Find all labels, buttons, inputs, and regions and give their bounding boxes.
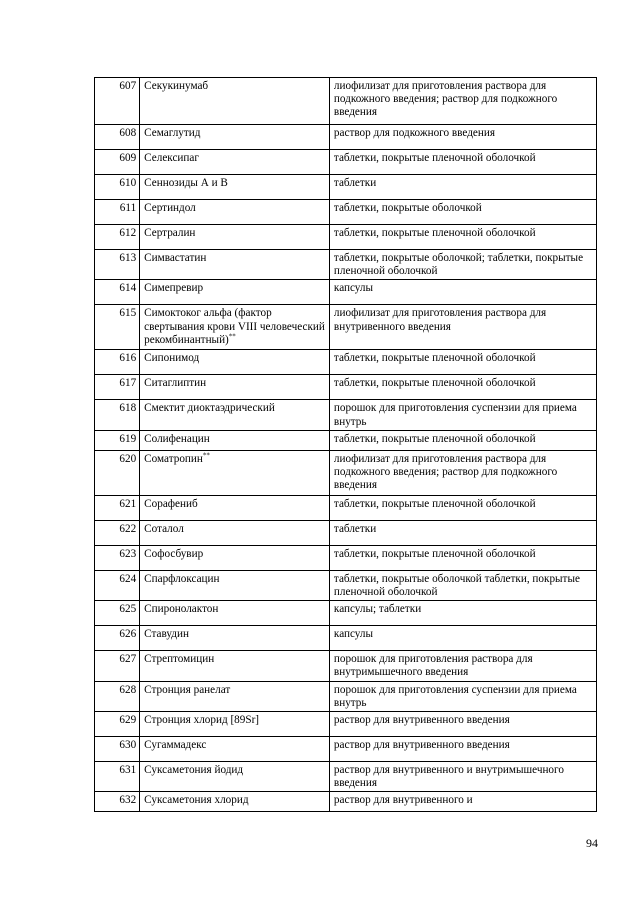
dosage-form: порошок для приготовления суспензии для приема внутрь	[329, 681, 596, 711]
dosage-form: раствор для внутривенного введения	[329, 712, 596, 737]
row-number: 620	[95, 450, 140, 495]
drug-name-cell	[140, 430, 330, 450]
row-number: 632	[95, 792, 140, 812]
table-row	[95, 400, 597, 430]
table-row	[95, 737, 597, 762]
dosage-form: капсулы	[329, 280, 596, 305]
dosage-form: капсулы; таблетки	[329, 601, 596, 626]
row-number: 625	[95, 601, 140, 626]
dosage-form: таблетки, покрытые пленочной оболочкой	[329, 150, 596, 175]
table-row	[95, 762, 597, 792]
row-number: 630	[95, 737, 140, 762]
drug-name-cell	[140, 601, 330, 626]
drug-name-cell	[140, 175, 330, 200]
drug-name: Смектит диоктаэдрический	[144, 402, 275, 415]
row-number: 626	[95, 626, 140, 651]
dosage-form: лиофилизат для приготовления раствора для подкожного введения; раствор для подкожного введения	[329, 450, 596, 495]
drug-name: Стронция ранелат	[144, 683, 231, 696]
drug-name-cell	[140, 737, 330, 762]
drug-name: Сертиндол	[144, 202, 196, 214]
table-row	[95, 626, 597, 651]
row-number: 613	[95, 250, 140, 280]
row-number: 616	[95, 350, 140, 375]
drug-name-cell	[140, 681, 330, 711]
row-number: 628	[95, 681, 140, 711]
dosage-form: раствор для внутривенного и	[329, 792, 596, 812]
dosage-form: раствор для подкожного введения	[329, 125, 596, 150]
row-number: 618	[95, 400, 140, 430]
drug-name: Симоктоког альфа (фактор свертывания крови VIII человеческий рекомбинантный)	[144, 307, 325, 346]
footnote-marker: **	[228, 332, 236, 341]
row-number: 623	[95, 545, 140, 570]
dosage-form: таблетки, покрытые оболочкой	[329, 200, 596, 225]
drug-name-cell	[140, 78, 330, 125]
drug-name: Соталол	[144, 522, 184, 535]
table-row	[95, 250, 597, 280]
dosage-form: таблетки, покрытые пленочной оболочкой	[329, 495, 596, 520]
table-row	[95, 280, 597, 305]
drug-name-cell	[140, 200, 330, 225]
table-row	[95, 545, 597, 570]
dosage-form: таблетки	[329, 175, 596, 200]
table-row	[95, 150, 597, 175]
page-number: 94	[586, 836, 598, 850]
dosage-form: порошок для приготовления суспензии для приема внутрь	[329, 400, 596, 430]
drug-name-cell	[140, 792, 330, 812]
row-number: 627	[95, 651, 140, 681]
row-number: 607	[95, 78, 140, 125]
drug-name: Ставудин	[144, 628, 189, 641]
drug-name-cell	[140, 280, 330, 305]
drug-name-cell	[140, 250, 330, 280]
drug-name: Спиронолактон	[144, 603, 219, 616]
drug-name-cell	[140, 626, 330, 651]
row-number: 631	[95, 762, 140, 792]
drug-name: Спарфлоксацин	[144, 572, 220, 585]
dosage-form: капсулы	[329, 626, 596, 651]
drug-table	[94, 77, 597, 812]
row-number: 622	[95, 520, 140, 545]
dosage-form: лиофилизат для приготовления раствора для подкожного введения; раствор для подкожного введения	[329, 78, 596, 125]
table-row	[95, 601, 597, 626]
table-row	[95, 570, 597, 600]
row-number: 610	[95, 175, 140, 200]
row-number: 615	[95, 305, 140, 350]
drug-name: Сугаммадекс	[144, 739, 207, 752]
drug-name: Соматропин	[144, 452, 203, 465]
dosage-form: таблетки, покрытые пленочной оболочкой	[329, 225, 596, 250]
drug-name: Суксаметония хлорид	[144, 794, 249, 807]
dosage-form: таблетки, покрытые оболочкой таблетки, покрытые пленочной оболочкой	[329, 570, 596, 600]
dosage-form: лиофилизат для приготовления раствора для внутривенного введения	[329, 305, 596, 350]
drug-name: Стрептомицин	[144, 653, 215, 666]
table-row	[95, 681, 597, 711]
table-row	[95, 125, 597, 150]
drug-name-cell	[140, 125, 330, 150]
drug-name: Ситаглиптин	[144, 377, 207, 390]
table-row	[95, 350, 597, 375]
row-number: 624	[95, 570, 140, 600]
table-row	[95, 430, 597, 450]
drug-name: Селексипаг	[144, 152, 199, 164]
table-row	[95, 792, 597, 812]
row-number: 609	[95, 150, 140, 175]
drug-name-cell	[140, 375, 330, 400]
dosage-form: порошок для приготовления раствора для внутримышечного введения	[329, 651, 596, 681]
drug-name-cell	[140, 350, 330, 375]
dosage-form: раствор для внутривенного введения	[329, 737, 596, 762]
row-number: 629	[95, 712, 140, 737]
table-row	[95, 375, 597, 400]
drug-name: Секукинумаб	[144, 80, 209, 92]
dosage-form: раствор для внутривенного и внутримышечного введения	[329, 762, 596, 792]
dosage-form: таблетки	[329, 520, 596, 545]
table-row	[95, 305, 597, 350]
table-row	[95, 495, 597, 520]
drug-name-cell	[140, 305, 330, 350]
row-number: 621	[95, 495, 140, 520]
row-number: 619	[95, 430, 140, 450]
drug-name: Суксаметония йодид	[144, 764, 244, 777]
drug-name-cell	[140, 762, 330, 792]
table-row	[95, 200, 597, 225]
drug-name: Сеннозиды А и В	[144, 177, 228, 189]
dosage-form: таблетки, покрытые оболочкой; таблетки, покрытые пленочной оболочкой	[329, 250, 596, 280]
drug-name-cell	[140, 570, 330, 600]
row-number: 617	[95, 375, 140, 400]
drug-name: Софосбувир	[144, 547, 204, 560]
drug-name-cell	[140, 651, 330, 681]
drug-name: Стронция хлорид [89Sr]	[144, 714, 260, 727]
drug-name: Семаглутид	[144, 127, 201, 139]
dosage-form: таблетки, покрытые пленочной оболочкой	[329, 430, 596, 450]
table-row	[95, 225, 597, 250]
drug-name-cell	[140, 225, 330, 250]
drug-name-cell	[140, 520, 330, 545]
table-row	[95, 520, 597, 545]
drug-name-cell	[140, 545, 330, 570]
footnote-marker: **	[202, 451, 210, 460]
row-number: 608	[95, 125, 140, 150]
dosage-form: таблетки, покрытые пленочной оболочкой	[329, 375, 596, 400]
drug-name: Сертралин	[144, 227, 196, 239]
drug-name-cell	[140, 450, 330, 495]
dosage-form: таблетки, покрытые пленочной оболочкой	[329, 350, 596, 375]
drug-name-cell	[140, 712, 330, 737]
table-row	[95, 450, 597, 495]
drug-name-cell	[140, 150, 330, 175]
table-row	[95, 175, 597, 200]
drug-name: Солифенацин	[144, 432, 210, 445]
drug-name-cell	[140, 400, 330, 430]
drug-name: Симепревир	[144, 282, 204, 295]
table-body	[95, 78, 597, 812]
table-row	[95, 651, 597, 681]
row-number: 612	[95, 225, 140, 250]
row-number: 614	[95, 280, 140, 305]
drug-name-cell	[140, 495, 330, 520]
drug-name: Симвастатин	[144, 252, 207, 264]
drug-name: Сорафениб	[144, 497, 198, 510]
table-row	[95, 78, 597, 125]
dosage-form: таблетки, покрытые пленочной оболочкой	[329, 545, 596, 570]
table-row	[95, 712, 597, 737]
row-number: 611	[95, 200, 140, 225]
drug-name: Сипонимод	[144, 352, 200, 365]
